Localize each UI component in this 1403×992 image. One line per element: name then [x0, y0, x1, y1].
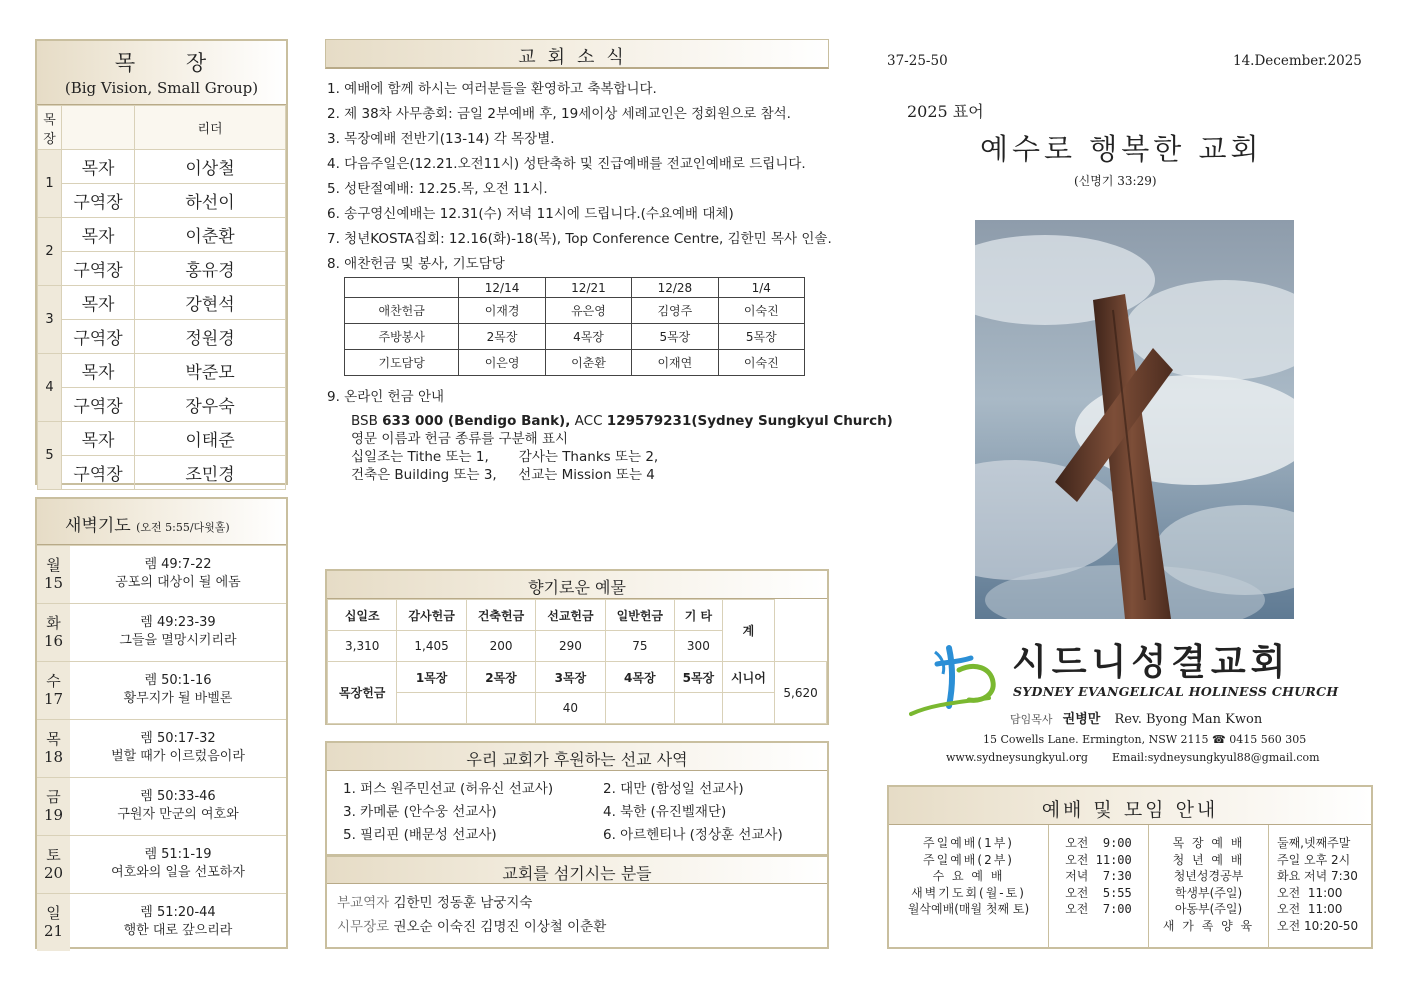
- name-cell: 이상철: [135, 150, 286, 184]
- duty-cell: 이숙진: [718, 350, 804, 376]
- name-cell: 하선이: [135, 184, 286, 218]
- mission-title: 우리 교회가 후원하는 선교 사역: [327, 743, 827, 771]
- table-row: [38, 184, 286, 218]
- online-line: 건축은 Building 또는 3, 선교는 Mission 또는 4: [351, 467, 655, 483]
- duty-date: 12/14: [459, 278, 545, 298]
- list-item: 6. 아르헨티나 (정상훈 선교사): [603, 827, 783, 843]
- service-name: 새벽기도회(월-토): [911, 885, 1026, 900]
- duty-cell: 이춘환: [545, 350, 631, 376]
- day-label: 토: [46, 846, 61, 864]
- mok-value: [722, 693, 774, 724]
- duty-table: [344, 277, 805, 376]
- mokjang-table: [37, 105, 286, 490]
- duty-cell: 이은영: [459, 350, 545, 376]
- motto-year: 2025 표어: [907, 102, 984, 121]
- scripture-ref: 렘 51:20-44: [140, 905, 216, 920]
- group-number: 1: [38, 150, 62, 218]
- list-item: [37, 545, 286, 603]
- list-item: 4. 다음주일은(12.21.오전11시) 성탄축하 및 진급예배를 전교인예배로 드립니다.: [327, 156, 806, 172]
- mokjang-title: 목 장: [114, 51, 229, 75]
- name-cell: 이태준: [135, 422, 286, 456]
- group-number: 3: [38, 286, 62, 354]
- pastor-label: 담임목사: [1010, 713, 1053, 726]
- role-cell: 구역장: [62, 320, 135, 354]
- servant-names: 권오순 이숙진 김명진 이상철 이춘환: [393, 919, 607, 935]
- offering-panel: [325, 569, 829, 725]
- church-name-english: SYDNEY EVANGELICAL HOLINESS CHURCH: [1013, 684, 1339, 699]
- mok-value: [397, 693, 466, 724]
- day-label: 수: [46, 672, 61, 690]
- service-names-col: [889, 825, 1049, 947]
- worship-schedule: [889, 825, 1371, 947]
- mok-header: 시니어: [722, 662, 774, 693]
- bulletin-date: 14.December.2025: [1233, 53, 1362, 69]
- servant-label: 시무장로: [337, 919, 390, 935]
- duty-date: 1/4: [718, 278, 804, 298]
- news-list: [327, 79, 837, 279]
- mok-offering-label: 목장헌금: [328, 662, 397, 724]
- name-cell: 장우숙: [135, 388, 286, 422]
- table-row: [38, 218, 286, 252]
- table-row: [345, 278, 805, 298]
- bsb-number: 633 000 (Bendigo Bank),: [382, 413, 571, 429]
- duty-cell: 5목장: [632, 324, 718, 350]
- day-label: 월: [46, 556, 61, 574]
- meeting-name: 아동부(주일): [1174, 902, 1243, 916]
- scripture-title: 공포의 대상이 될 에돔: [115, 575, 241, 590]
- church-name-korean: 시드니성결교회: [1012, 642, 1291, 683]
- table-row: [328, 693, 827, 724]
- service-time: 오전 5:55: [1065, 885, 1132, 900]
- service-time: 오전 7:00: [1065, 902, 1132, 916]
- worship-schedule-panel: [887, 785, 1373, 949]
- col-num-header: 목장: [38, 106, 62, 150]
- table-row: [345, 298, 805, 324]
- group-number: 4: [38, 354, 62, 422]
- list-item: 3. 목장예배 전반기(13-14) 각 목장별.: [327, 131, 555, 147]
- motto-reference: (신명기 33:29): [1074, 174, 1157, 188]
- website-link[interactable]: www.sydneysungkyul.org: [946, 751, 1088, 764]
- col-leader-header: 리더: [135, 106, 286, 150]
- meeting-time: 오전 11:00: [1277, 885, 1343, 900]
- list-item: 4. 북한 (유진벨재단): [603, 804, 727, 820]
- duty-cell: 5목장: [718, 324, 804, 350]
- list-item: 6. 송구영신예배는 12.31(수) 저녁 11시에 드립니다.(수요예배 대체): [327, 206, 734, 222]
- cross-photo: [975, 220, 1294, 619]
- mokjang-table-header: [38, 106, 286, 150]
- service-name: 월삭예배(매월 첫째 토): [907, 902, 1030, 916]
- service-time: 오전 9:00: [1065, 836, 1132, 850]
- list-item: [37, 893, 286, 951]
- duty-cell: 4목장: [545, 324, 631, 350]
- offering-header: 선교헌금: [536, 600, 605, 631]
- pastor-name-korean: 권병만: [1062, 712, 1101, 727]
- service-name: 주일예배(1부): [923, 836, 1014, 850]
- day-label: 화: [46, 614, 61, 632]
- table-row: [345, 324, 805, 350]
- group-number: 2: [38, 218, 62, 286]
- role-cell: 구역장: [62, 252, 135, 286]
- news-header: 교회소식: [325, 39, 829, 69]
- scripture-ref: 렘 49:7-22: [144, 557, 212, 572]
- online-offering-info: [327, 388, 893, 484]
- offering-header: 기 타: [675, 600, 723, 631]
- name-cell: 강현석: [135, 286, 286, 320]
- scripture-title: 여호와의 일을 선포하자: [111, 865, 245, 880]
- table-row: [38, 422, 286, 456]
- table-row: [328, 662, 827, 693]
- offering-value: 1,405: [397, 631, 466, 662]
- dawn-prayer-time: (오전 5:55/다윗홀): [136, 521, 230, 534]
- role-cell: 구역장: [62, 456, 135, 490]
- motto: 예수로 행복한 교회: [980, 132, 1263, 166]
- table-row: [38, 286, 286, 320]
- meeting-names-col: [1149, 825, 1269, 947]
- scripture-ref: 렘 50:33-46: [140, 789, 216, 804]
- servant-label: 부교역자: [337, 895, 390, 911]
- online-line: 영문 이름과 헌금 종류를 구분해 표시: [351, 431, 569, 447]
- meeting-name: 학생부(주일): [1174, 885, 1243, 900]
- meeting-name: 청 년 예 배: [1172, 852, 1245, 867]
- name-cell: 조민경: [135, 456, 286, 490]
- offering-value: 75: [605, 631, 674, 662]
- list-item: 5. 성탄절예배: 12.25.목, 오전 11시.: [327, 181, 548, 197]
- mokjang-header: [37, 41, 286, 105]
- scripture-ref: 렘 49:23-39: [140, 615, 216, 630]
- list-item: 8. 애찬헌금 및 봉사, 기도담당: [327, 256, 505, 272]
- day-date: 17: [43, 690, 64, 708]
- mok-value: [675, 693, 723, 724]
- group-number: 5: [38, 422, 62, 490]
- offering-header: 감사헌금: [397, 600, 466, 631]
- mok-header: 1목장: [397, 662, 466, 693]
- day-label: 금: [46, 788, 61, 806]
- duty-cell: 2목장: [459, 324, 545, 350]
- day-date: 18: [43, 748, 64, 766]
- bank-account-line: [327, 412, 893, 430]
- table-row: [38, 388, 286, 422]
- volume-number: 37-25-50: [887, 53, 948, 69]
- scripture-title: 벌할 때가 이르렀음이라: [111, 749, 245, 764]
- list-item: [37, 719, 286, 777]
- church-logo: [909, 640, 1005, 718]
- service-time: 오전 11:00: [1065, 852, 1132, 867]
- scripture-title: 그들을 멸망시키리라: [119, 633, 237, 648]
- list-item: [327, 915, 827, 939]
- meeting-time: 화요 저녁 7:30: [1277, 869, 1358, 883]
- day-date: 20: [43, 864, 64, 882]
- table-row: [345, 350, 805, 376]
- dawn-prayer-title: 새벽기도: [65, 516, 131, 536]
- offering-header: 건축헌금: [466, 600, 535, 631]
- dawn-prayer-panel: [35, 497, 288, 949]
- service-name: 주일예배(2부): [923, 852, 1014, 867]
- duty-cell: 이재연: [632, 350, 718, 376]
- mok-header: 5목장: [675, 662, 723, 693]
- service-times-col: [1049, 825, 1149, 947]
- church-address: 15 Cowells Lane. Ermington, NSW 2115 ☎ 0415 560 305: [983, 733, 1307, 746]
- service-name: 수 요 예 배: [932, 869, 1005, 883]
- name-cell: 이춘환: [135, 218, 286, 252]
- role-cell: 목자: [62, 286, 135, 320]
- duty-cell: 이숙진: [718, 298, 804, 324]
- day-date: 15: [43, 574, 64, 592]
- list-item: 1. 예배에 함께 하시는 여러분들을 환영하고 축복합니다.: [327, 81, 657, 97]
- list-item: [37, 603, 286, 661]
- offering-table: [327, 599, 827, 724]
- table-row: [328, 600, 827, 631]
- meeting-time: 오전 11:00: [1277, 902, 1343, 916]
- online-line: 십일조는 Tithe 또는 1, 감사는 Thanks 또는 2,: [351, 449, 659, 465]
- name-cell: 홍유경: [135, 252, 286, 286]
- mok-value: [605, 693, 674, 724]
- acc-prefix: ACC: [570, 413, 607, 429]
- day-label: 일: [46, 904, 61, 922]
- offering-title: 향기로운 예물: [327, 571, 827, 599]
- offering-header: 십일조: [328, 600, 397, 631]
- role-cell: 목자: [62, 218, 135, 252]
- day-date: 21: [43, 922, 64, 940]
- day-label: 목: [46, 730, 61, 748]
- mok-header: 4목장: [605, 662, 674, 693]
- meeting-name: 청년성경공부: [1173, 869, 1244, 883]
- table-row: [38, 150, 286, 184]
- list-item: 1. 퍼스 원주민선교 (허유신 선교사): [343, 781, 554, 797]
- list-item: 2. 대만 (함성일 선교사): [603, 781, 744, 797]
- list-item: [37, 835, 286, 893]
- duty-cell: 김영주: [632, 298, 718, 324]
- meeting-time: 오전 10:20-50: [1277, 918, 1359, 933]
- acc-number: 129579231(Sydney Sungkyul Church): [606, 413, 893, 429]
- duty-date: 12/21: [545, 278, 631, 298]
- list-item: [37, 661, 286, 719]
- role-cell: 목자: [62, 150, 135, 184]
- list-item: 7. 청년KOSTA집회: 12.16(화)-18(목), Top Conference Centre, 김한민 목사 인솔.: [327, 231, 832, 247]
- duty-label: 애찬헌금: [345, 298, 459, 324]
- name-cell: 박준모: [135, 354, 286, 388]
- mok-header: 2목장: [466, 662, 535, 693]
- servant-names: 김한민 정동훈 남궁지숙: [393, 895, 533, 911]
- duty-label: 기도담당: [345, 350, 459, 376]
- name-cell: 정원경: [135, 320, 286, 354]
- total-label: 계: [722, 600, 774, 662]
- mission-panel: [325, 741, 829, 856]
- scripture-title: 행한 대로 갚으리라: [123, 923, 233, 938]
- role-cell: 목자: [62, 354, 135, 388]
- offering-value: 290: [536, 631, 605, 662]
- mok-header: 3목장: [536, 662, 605, 693]
- email-link[interactable]: Email:sydneysungkyul88@gmail.com: [1112, 751, 1320, 764]
- mok-value: [466, 693, 535, 724]
- mission-list: [327, 771, 827, 843]
- mok-value: 40: [536, 693, 605, 724]
- pastor-line: [1010, 708, 1262, 727]
- day-date: 16: [43, 632, 64, 650]
- dawn-prayer-header: [37, 499, 286, 545]
- mokjang-subtitle: (Big Vision, Small Group): [64, 79, 259, 97]
- list-item: 2. 제 38차 사무총회: 금일 2부예배 후, 19세이상 세례교인은 정회원으로 참석.: [327, 106, 791, 122]
- servants-title: 교회를 섬기시는 분들: [327, 856, 827, 884]
- table-row: [38, 320, 286, 354]
- list-item: 3. 카메룬 (안수웅 선교사): [343, 804, 497, 820]
- service-time: 저녁 7:30: [1065, 869, 1132, 883]
- meeting-name: 새 가 족 양 육: [1162, 918, 1255, 933]
- total-value: 5,620: [775, 662, 827, 724]
- duty-label: 주방봉사: [345, 324, 459, 350]
- online-title: 9. 온라인 헌금 안내: [327, 389, 445, 405]
- list-item: [327, 891, 827, 915]
- role-cell: 목자: [62, 422, 135, 456]
- offering-value: 300: [675, 631, 723, 662]
- meeting-time: 주일 오후 2시: [1277, 852, 1351, 867]
- scripture-ref: 렘 50:17-32: [140, 731, 216, 746]
- table-row: [38, 354, 286, 388]
- meeting-times-col: [1269, 825, 1371, 947]
- table-row: [38, 456, 286, 490]
- offering-value: 200: [466, 631, 535, 662]
- bsb-prefix: BSB: [351, 413, 383, 429]
- role-cell: 구역장: [62, 388, 135, 422]
- duty-cell: 유은영: [545, 298, 631, 324]
- scripture-ref: 렘 51:1-19: [144, 847, 212, 862]
- scripture-ref: 렘 50:1-16: [144, 673, 212, 688]
- day-date: 19: [43, 806, 64, 824]
- scripture-title: 황무지가 될 바벨론: [123, 691, 233, 706]
- duty-cell: 이재경: [459, 298, 545, 324]
- role-cell: 구역장: [62, 184, 135, 218]
- duty-date: 12/28: [632, 278, 718, 298]
- offering-header: 일반헌금: [605, 600, 674, 631]
- meeting-name: 목 장 예 배: [1172, 836, 1245, 850]
- list-item: 5. 필리핀 (배문성 선교사): [343, 827, 497, 843]
- offering-value: 3,310: [328, 631, 397, 662]
- pastor-name-english: Rev. Byong Man Kwon: [1114, 712, 1263, 727]
- scripture-title: 구원자 만군의 여호와: [117, 807, 239, 822]
- table-row: [38, 252, 286, 286]
- servants-panel: [325, 856, 829, 949]
- worship-title: 예배 및 모임 안내: [889, 787, 1371, 825]
- mokjang-panel: [35, 39, 288, 485]
- meeting-time: 둘째,넷째주말: [1277, 836, 1351, 850]
- list-item: [37, 777, 286, 835]
